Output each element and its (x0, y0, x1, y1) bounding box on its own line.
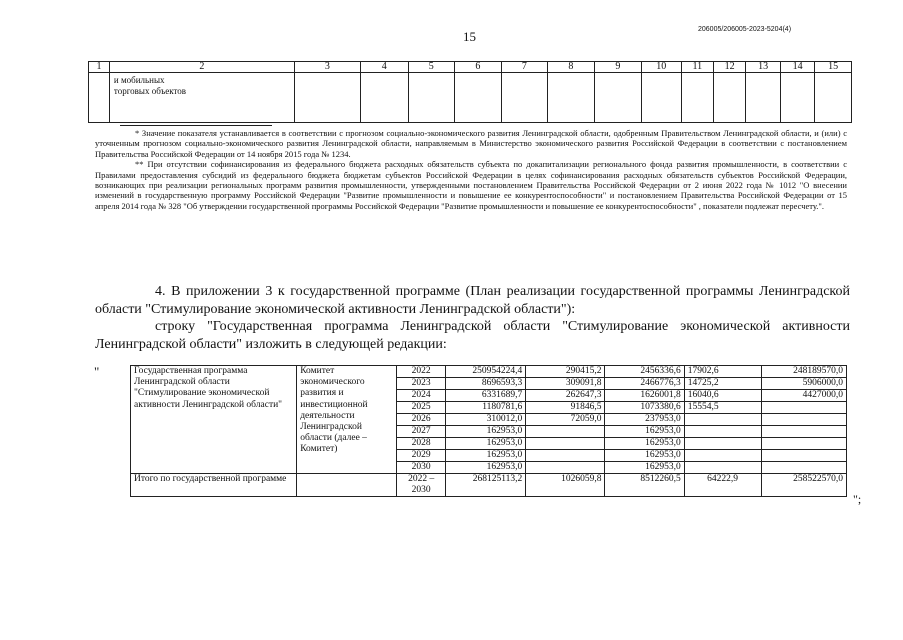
total-cell: 1180781,6 (446, 402, 526, 414)
year-cell: 2025 (396, 402, 446, 414)
col-header: 5 (408, 62, 454, 73)
col-header: 1 (89, 62, 110, 73)
row-text: и мобильных торговых объектов (109, 73, 294, 123)
regional-cell: 2466776,3 (605, 378, 684, 390)
federal-cell (526, 438, 605, 450)
total-federal: 1026059,8 (526, 474, 605, 497)
total-sum: 268125113,2 (446, 474, 526, 497)
year-cell: 2024 (396, 390, 446, 402)
col-header: 15 (815, 62, 852, 73)
other-cell: 248189570,0 (761, 366, 846, 378)
close-quote: "; (853, 492, 862, 506)
program-table (130, 365, 847, 497)
paragraph-row-instruction: строку "Государственная программа Ленинградской области "Стимулирование экономической активности Ленинградской области" изложить в следующей редакции: (95, 319, 850, 352)
local-cell: 17902,6 (684, 366, 761, 378)
local-cell (684, 438, 761, 450)
col-header: 11 (681, 62, 713, 73)
other-cell (761, 438, 846, 450)
local-cell (684, 414, 761, 426)
total-cell: 162953,0 (446, 438, 526, 450)
continuation-table (88, 61, 852, 123)
regional-cell: 162953,0 (605, 462, 684, 474)
regional-cell: 162953,0 (605, 450, 684, 462)
total-cell: 162953,0 (446, 450, 526, 462)
col-header: 9 (594, 62, 641, 73)
executor-cell: Комитет экономического развития и инвестиционной деятельности Ленинградской области (далее – Комитет) (297, 366, 397, 474)
total-cell: 162953,0 (446, 426, 526, 438)
federal-cell: 262647,3 (526, 390, 605, 402)
footnote-1: * Значение показателя устанавливается в соответствии с прогнозом социально-экономического развития Ленинградской области, одобренным Правительством Ленинградской области, и (или) с уточненным прогнозом социально-экономического развития Ленинградской области, направляемым в Министерство экономического развития Российской Федерации в соответствии с постановлением Правительства Российской Федерации от 14 ноября 2015 года № 1234. (95, 128, 847, 159)
total-regional: 8512260,5 (605, 474, 684, 497)
other-cell: 5906000,0 (761, 378, 846, 390)
local-cell: 16040,6 (684, 390, 761, 402)
regional-cell: 2456336,6 (605, 366, 684, 378)
paragraph-4: 4. В приложении 3 к государственной программе (План реализации государственной программы Ленинградской области "Стимулирование экономической активности Ленинградской области"): (95, 284, 850, 317)
local-cell (684, 426, 761, 438)
total-local: 64222,9 (684, 474, 761, 497)
federal-cell: 309091,8 (526, 378, 605, 390)
col-header: 13 (746, 62, 780, 73)
total-cell: 6331689,7 (446, 390, 526, 402)
open-quote: " (94, 364, 100, 379)
regional-cell: 162953,0 (605, 426, 684, 438)
regional-cell: 1626001,8 (605, 390, 684, 402)
page-number: 15 (463, 29, 476, 44)
federal-cell: 290415,2 (526, 366, 605, 378)
local-cell: 14725,2 (684, 378, 761, 390)
local-cell (684, 462, 761, 474)
table-row (131, 366, 847, 378)
total-year: 2022 – 2030 (396, 474, 446, 497)
year-cell: 2027 (396, 426, 446, 438)
col-header: 3 (294, 62, 360, 73)
federal-cell: 72059,0 (526, 414, 605, 426)
footnote-separator (120, 125, 272, 126)
year-cell: 2023 (396, 378, 446, 390)
year-cell: 2028 (396, 438, 446, 450)
total-label: Итого по государственной программе (131, 474, 297, 497)
col-header: 10 (641, 62, 681, 73)
footnote-2: ** При отсутствии софинансирования из федерального бюджета расходных обязательств субъекта по докапитализации регионального фонда развития промышленности, в соответствии с Правилами предоставления субсидий из федерального бюджета бюджетам субъектов Российской Федерации в целях софинансирования расходных обязательств субъектов Российской Федерации, возникающих при реализации региональных программ развития промышленности, утвержденными постановлением Правительства Российской Федерации от 2 июня 2022 года № 1012 "О внесении изменений в государственную программу Российской Федерации "Развитие промышленности и повышение ее конкурентоспособности" и постановлением Правительства Российской Федерации от 15 апреля 2014 года № 328 "Об утверждении государственной программы Российской Федерации "Развитие промышленности и повышение ее конкурентоспособности" , показатели подлежат пересчету.". (95, 159, 847, 211)
other-cell (761, 450, 846, 462)
federal-cell (526, 462, 605, 474)
regional-cell: 162953,0 (605, 438, 684, 450)
body-text (95, 283, 850, 353)
footnotes (95, 128, 847, 211)
other-cell (761, 462, 846, 474)
col-header: 8 (547, 62, 594, 73)
col-header: 7 (501, 62, 547, 73)
total-cell: 310012,0 (446, 414, 526, 426)
regional-cell: 237953,0 (605, 414, 684, 426)
col-header: 2 (109, 62, 294, 73)
other-cell: 4427000,0 (761, 390, 846, 402)
federal-cell (526, 426, 605, 438)
federal-cell: 91846,5 (526, 402, 605, 414)
col-header: 14 (780, 62, 814, 73)
other-cell (761, 402, 846, 414)
year-cell: 2030 (396, 462, 446, 474)
regional-cell: 1073380,6 (605, 402, 684, 414)
year-cell: 2029 (396, 450, 446, 462)
federal-cell (526, 450, 605, 462)
other-cell (761, 426, 846, 438)
year-cell: 2022 (396, 366, 446, 378)
col-header: 12 (713, 62, 745, 73)
table-row (89, 73, 852, 123)
document-code: 206005/206005-2023-5204(4) (698, 26, 792, 33)
year-cell: 2026 (396, 414, 446, 426)
local-cell: 15554,5 (684, 402, 761, 414)
total-cell: 8696593,3 (446, 378, 526, 390)
total-cell: 250954224,4 (446, 366, 526, 378)
other-cell (761, 414, 846, 426)
table-header-row (89, 62, 852, 73)
col-header: 6 (454, 62, 501, 73)
total-row (131, 474, 847, 497)
col-header: 4 (360, 62, 408, 73)
local-cell (684, 450, 761, 462)
program-name-cell: Государственная программа Ленинградской области "Стимулирование экономической активности Ленинградской области" (131, 366, 297, 474)
total-cell: 162953,0 (446, 462, 526, 474)
total-other: 258522570,0 (761, 474, 846, 497)
